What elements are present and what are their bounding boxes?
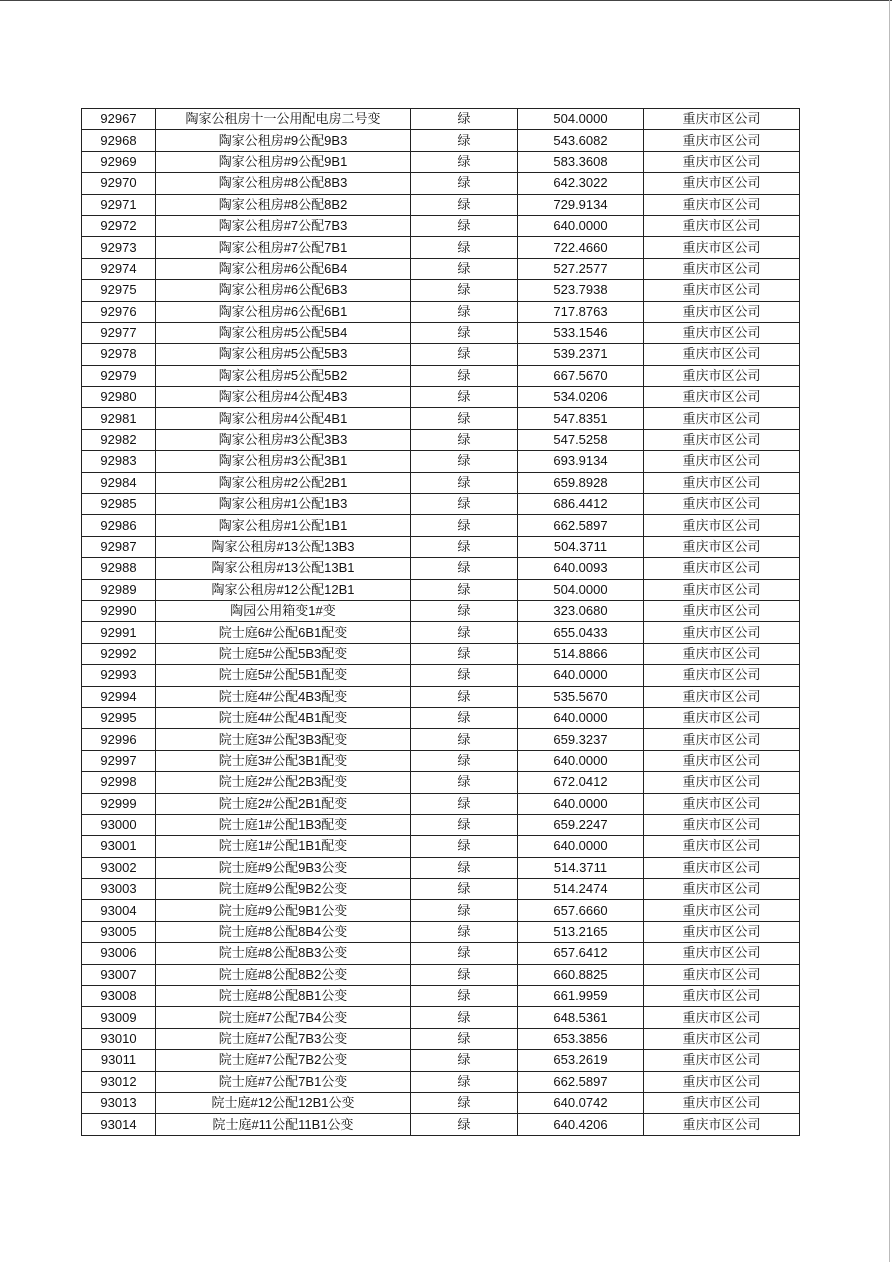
company-cell: 重庆市区公司 (644, 600, 800, 621)
row-id-cell: 92969 (82, 151, 156, 172)
table-row (82, 600, 800, 621)
status-cell: 绿 (411, 365, 518, 386)
station-name-cell: 陶家公租房#5公配5B2 (156, 365, 411, 386)
station-name-cell: 院士庭#9公配9B1公变 (156, 900, 411, 921)
value-cell: 662.5897 (518, 515, 644, 536)
station-name-cell: 院士庭#9公配9B2公变 (156, 879, 411, 900)
status-cell: 绿 (411, 729, 518, 750)
station-name-cell: 陶家公租房#6公配6B3 (156, 280, 411, 301)
value-cell: 547.8351 (518, 408, 644, 429)
row-id-cell: 93010 (82, 1028, 156, 1049)
table-row (82, 1050, 800, 1071)
value-cell: 535.5670 (518, 686, 644, 707)
value-cell: 514.3711 (518, 857, 644, 878)
status-cell: 绿 (411, 643, 518, 664)
page-right-border (889, 0, 890, 1262)
value-cell: 640.0000 (518, 665, 644, 686)
station-name-cell: 陶家公租房#6公配6B4 (156, 258, 411, 279)
company-cell: 重庆市区公司 (644, 258, 800, 279)
company-cell: 重庆市区公司 (644, 729, 800, 750)
status-cell: 绿 (411, 1092, 518, 1113)
value-cell: 729.9134 (518, 194, 644, 215)
value-cell: 693.9134 (518, 451, 644, 472)
row-id-cell: 92992 (82, 643, 156, 664)
status-cell: 绿 (411, 921, 518, 942)
company-cell: 重庆市区公司 (644, 451, 800, 472)
row-id-cell: 92999 (82, 793, 156, 814)
value-cell: 642.3022 (518, 173, 644, 194)
company-cell: 重庆市区公司 (644, 686, 800, 707)
company-cell: 重庆市区公司 (644, 301, 800, 322)
company-cell: 重庆市区公司 (644, 665, 800, 686)
table-row (82, 814, 800, 835)
status-cell: 绿 (411, 558, 518, 579)
table-row (82, 1114, 800, 1135)
row-id-cell: 93014 (82, 1114, 156, 1135)
row-id-cell: 92968 (82, 130, 156, 151)
company-cell: 重庆市区公司 (644, 622, 800, 643)
status-cell: 绿 (411, 387, 518, 408)
row-id-cell: 92975 (82, 280, 156, 301)
status-cell: 绿 (411, 900, 518, 921)
value-cell: 547.5258 (518, 429, 644, 450)
row-id-cell: 93003 (82, 879, 156, 900)
status-cell: 绿 (411, 814, 518, 835)
company-cell: 重庆市区公司 (644, 921, 800, 942)
value-cell: 533.1546 (518, 322, 644, 343)
table-row (82, 344, 800, 365)
row-id-cell: 92980 (82, 387, 156, 408)
value-cell: 672.0412 (518, 772, 644, 793)
table-row (82, 1071, 800, 1092)
station-name-cell: 陶家公租房#4公配4B1 (156, 408, 411, 429)
station-name-cell: 院士庭#8公配8B4公变 (156, 921, 411, 942)
station-name-cell: 院士庭1#公配1B1配变 (156, 836, 411, 857)
station-name-cell: 陶家公租房#3公配3B1 (156, 451, 411, 472)
station-name-cell: 院士庭#7公配7B1公变 (156, 1071, 411, 1092)
row-id-cell: 93009 (82, 1007, 156, 1028)
value-cell: 657.6412 (518, 943, 644, 964)
status-cell: 绿 (411, 943, 518, 964)
row-id-cell: 92982 (82, 429, 156, 450)
row-id-cell: 93000 (82, 814, 156, 835)
station-name-cell: 院士庭#7公配7B2公变 (156, 1050, 411, 1071)
table-row (82, 943, 800, 964)
station-name-cell: 陶家公租房#9公配9B1 (156, 151, 411, 172)
company-cell: 重庆市区公司 (644, 964, 800, 985)
table-row (82, 494, 800, 515)
company-cell: 重庆市区公司 (644, 429, 800, 450)
table-row (82, 772, 800, 793)
table-row (82, 472, 800, 493)
value-cell: 662.5897 (518, 1071, 644, 1092)
station-name-cell: 院士庭#12公配12B1公变 (156, 1092, 411, 1113)
row-id-cell: 92997 (82, 750, 156, 771)
station-name-cell: 陶家公租房十一公用配电房二号变 (156, 109, 411, 130)
status-cell: 绿 (411, 344, 518, 365)
station-name-cell: 院士庭4#公配4B1配变 (156, 707, 411, 728)
station-name-cell: 院士庭6#公配6B1配变 (156, 622, 411, 643)
table-row (82, 665, 800, 686)
status-cell: 绿 (411, 322, 518, 343)
table-row (82, 258, 800, 279)
value-cell: 640.0000 (518, 750, 644, 771)
company-cell: 重庆市区公司 (644, 151, 800, 172)
status-cell: 绿 (411, 130, 518, 151)
status-cell: 绿 (411, 280, 518, 301)
station-name-cell: 陶家公租房#13公配13B3 (156, 536, 411, 557)
station-name-cell: 院士庭#8公配8B2公变 (156, 964, 411, 985)
status-cell: 绿 (411, 1114, 518, 1135)
row-id-cell: 92988 (82, 558, 156, 579)
table-row (82, 836, 800, 857)
company-cell: 重庆市区公司 (644, 1114, 800, 1135)
station-name-cell: 陶家公租房#5公配5B3 (156, 344, 411, 365)
status-cell: 绿 (411, 515, 518, 536)
company-cell: 重庆市区公司 (644, 879, 800, 900)
table-row (82, 729, 800, 750)
company-cell: 重庆市区公司 (644, 365, 800, 386)
status-cell: 绿 (411, 836, 518, 857)
row-id-cell: 92991 (82, 622, 156, 643)
company-cell: 重庆市区公司 (644, 515, 800, 536)
status-cell: 绿 (411, 600, 518, 621)
value-cell: 534.0206 (518, 387, 644, 408)
status-cell: 绿 (411, 451, 518, 472)
company-cell: 重庆市区公司 (644, 814, 800, 835)
value-cell: 659.3237 (518, 729, 644, 750)
company-cell: 重庆市区公司 (644, 408, 800, 429)
table-row (82, 365, 800, 386)
row-id-cell: 92983 (82, 451, 156, 472)
row-id-cell: 92967 (82, 109, 156, 130)
station-name-cell: 院士庭#7公配7B3公变 (156, 1028, 411, 1049)
company-cell: 重庆市区公司 (644, 344, 800, 365)
station-name-cell: 院士庭#7公配7B4公变 (156, 1007, 411, 1028)
value-cell: 661.9959 (518, 986, 644, 1007)
company-cell: 重庆市区公司 (644, 943, 800, 964)
table-row (82, 387, 800, 408)
company-cell: 重庆市区公司 (644, 130, 800, 151)
value-cell: 667.5670 (518, 365, 644, 386)
status-cell: 绿 (411, 879, 518, 900)
value-cell: 660.8825 (518, 964, 644, 985)
status-cell: 绿 (411, 301, 518, 322)
station-name-cell: 陶园公用箱变1#变 (156, 600, 411, 621)
table-row (82, 515, 800, 536)
row-id-cell: 93002 (82, 857, 156, 878)
status-cell: 绿 (411, 258, 518, 279)
row-id-cell: 93008 (82, 986, 156, 1007)
table-row (82, 151, 800, 172)
table-row (82, 857, 800, 878)
row-id-cell: 92970 (82, 173, 156, 194)
company-cell: 重庆市区公司 (644, 1050, 800, 1071)
value-cell: 657.6660 (518, 900, 644, 921)
table-row (82, 130, 800, 151)
value-cell: 648.5361 (518, 1007, 644, 1028)
value-cell: 640.0093 (518, 558, 644, 579)
company-cell: 重庆市区公司 (644, 750, 800, 771)
row-id-cell: 92996 (82, 729, 156, 750)
value-cell: 640.0000 (518, 836, 644, 857)
status-cell: 绿 (411, 579, 518, 600)
row-id-cell: 93006 (82, 943, 156, 964)
data-table (81, 108, 800, 1136)
status-cell: 绿 (411, 429, 518, 450)
row-id-cell: 92972 (82, 215, 156, 236)
table-row (82, 986, 800, 1007)
value-cell: 686.4412 (518, 494, 644, 515)
status-cell: 绿 (411, 408, 518, 429)
table-row (82, 301, 800, 322)
table-row (82, 793, 800, 814)
row-id-cell: 92974 (82, 258, 156, 279)
row-id-cell: 92979 (82, 365, 156, 386)
value-cell: 504.0000 (518, 109, 644, 130)
value-cell: 640.0000 (518, 707, 644, 728)
table-row (82, 579, 800, 600)
value-cell: 527.2577 (518, 258, 644, 279)
station-name-cell: 陶家公租房#6公配6B1 (156, 301, 411, 322)
table-row (82, 879, 800, 900)
company-cell: 重庆市区公司 (644, 215, 800, 236)
table-body (82, 109, 800, 1136)
value-cell: 653.3856 (518, 1028, 644, 1049)
company-cell: 重庆市区公司 (644, 173, 800, 194)
table-row (82, 558, 800, 579)
station-name-cell: 院士庭#8公配8B1公变 (156, 986, 411, 1007)
row-id-cell: 92987 (82, 536, 156, 557)
page-top-border (0, 0, 892, 1)
station-name-cell: 院士庭5#公配5B1配变 (156, 665, 411, 686)
row-id-cell: 93011 (82, 1050, 156, 1071)
value-cell: 659.8928 (518, 472, 644, 493)
table-row (82, 1007, 800, 1028)
row-id-cell: 93004 (82, 900, 156, 921)
company-cell: 重庆市区公司 (644, 1028, 800, 1049)
station-name-cell: 院士庭#8公配8B3公变 (156, 943, 411, 964)
table-row (82, 1028, 800, 1049)
station-name-cell: 陶家公租房#13公配13B1 (156, 558, 411, 579)
value-cell: 323.0680 (518, 600, 644, 621)
company-cell: 重庆市区公司 (644, 793, 800, 814)
station-name-cell: 院士庭3#公配3B3配变 (156, 729, 411, 750)
value-cell: 640.0742 (518, 1092, 644, 1113)
table-row (82, 451, 800, 472)
company-cell: 重庆市区公司 (644, 772, 800, 793)
value-cell: 640.4206 (518, 1114, 644, 1135)
company-cell: 重庆市区公司 (644, 387, 800, 408)
company-cell: 重庆市区公司 (644, 836, 800, 857)
value-cell: 717.8763 (518, 301, 644, 322)
company-cell: 重庆市区公司 (644, 579, 800, 600)
company-cell: 重庆市区公司 (644, 900, 800, 921)
table-row (82, 194, 800, 215)
status-cell: 绿 (411, 857, 518, 878)
station-name-cell: 陶家公租房#7公配7B1 (156, 237, 411, 258)
company-cell: 重庆市区公司 (644, 472, 800, 493)
company-cell: 重庆市区公司 (644, 536, 800, 557)
row-id-cell: 92998 (82, 772, 156, 793)
table-row (82, 964, 800, 985)
status-cell: 绿 (411, 1028, 518, 1049)
status-cell: 绿 (411, 109, 518, 130)
value-cell: 583.3608 (518, 151, 644, 172)
station-name-cell: 陶家公租房#2公配2B1 (156, 472, 411, 493)
table-row (82, 643, 800, 664)
table-row (82, 622, 800, 643)
table-row (82, 429, 800, 450)
row-id-cell: 92993 (82, 665, 156, 686)
table-row (82, 215, 800, 236)
status-cell: 绿 (411, 151, 518, 172)
company-cell: 重庆市区公司 (644, 707, 800, 728)
status-cell: 绿 (411, 494, 518, 515)
row-id-cell: 93005 (82, 921, 156, 942)
company-cell: 重庆市区公司 (644, 1071, 800, 1092)
status-cell: 绿 (411, 964, 518, 985)
station-name-cell: 陶家公租房#9公配9B3 (156, 130, 411, 151)
table-row (82, 109, 800, 130)
table-row (82, 237, 800, 258)
row-id-cell: 92977 (82, 322, 156, 343)
station-name-cell: 陶家公租房#8公配8B3 (156, 173, 411, 194)
company-cell: 重庆市区公司 (644, 494, 800, 515)
value-cell: 539.2371 (518, 344, 644, 365)
value-cell: 513.2165 (518, 921, 644, 942)
row-id-cell: 92994 (82, 686, 156, 707)
value-cell: 514.8866 (518, 643, 644, 664)
station-name-cell: 陶家公租房#3公配3B3 (156, 429, 411, 450)
status-cell: 绿 (411, 194, 518, 215)
row-id-cell: 93012 (82, 1071, 156, 1092)
station-name-cell: 院士庭3#公配3B1配变 (156, 750, 411, 771)
row-id-cell: 93013 (82, 1092, 156, 1113)
table-row (82, 280, 800, 301)
status-cell: 绿 (411, 237, 518, 258)
station-name-cell: 陶家公租房#1公配1B3 (156, 494, 411, 515)
status-cell: 绿 (411, 1050, 518, 1071)
row-id-cell: 92971 (82, 194, 156, 215)
value-cell: 504.3711 (518, 536, 644, 557)
value-cell: 640.0000 (518, 793, 644, 814)
row-id-cell: 93007 (82, 964, 156, 985)
station-name-cell: 院士庭#11公配11B1公变 (156, 1114, 411, 1135)
table-row (82, 686, 800, 707)
table-row (82, 173, 800, 194)
value-cell: 722.4660 (518, 237, 644, 258)
value-cell: 523.7938 (518, 280, 644, 301)
row-id-cell: 92981 (82, 408, 156, 429)
row-id-cell: 92976 (82, 301, 156, 322)
station-name-cell: 陶家公租房#1公配1B1 (156, 515, 411, 536)
status-cell: 绿 (411, 472, 518, 493)
table-row (82, 921, 800, 942)
station-name-cell: 陶家公租房#12公配12B1 (156, 579, 411, 600)
row-id-cell: 92989 (82, 579, 156, 600)
row-id-cell: 92978 (82, 344, 156, 365)
row-id-cell: 92990 (82, 600, 156, 621)
company-cell: 重庆市区公司 (644, 558, 800, 579)
table-row (82, 408, 800, 429)
status-cell: 绿 (411, 686, 518, 707)
station-name-cell: 院士庭2#公配2B3配变 (156, 772, 411, 793)
row-id-cell: 93001 (82, 836, 156, 857)
company-cell: 重庆市区公司 (644, 986, 800, 1007)
station-name-cell: 陶家公租房#7公配7B3 (156, 215, 411, 236)
value-cell: 659.2247 (518, 814, 644, 835)
status-cell: 绿 (411, 772, 518, 793)
status-cell: 绿 (411, 1007, 518, 1028)
status-cell: 绿 (411, 173, 518, 194)
status-cell: 绿 (411, 536, 518, 557)
status-cell: 绿 (411, 665, 518, 686)
status-cell: 绿 (411, 793, 518, 814)
company-cell: 重庆市区公司 (644, 194, 800, 215)
table-row (82, 707, 800, 728)
value-cell: 543.6082 (518, 130, 644, 151)
company-cell: 重庆市区公司 (644, 109, 800, 130)
company-cell: 重庆市区公司 (644, 1007, 800, 1028)
station-name-cell: 陶家公租房#5公配5B4 (156, 322, 411, 343)
station-name-cell: 陶家公租房#8公配8B2 (156, 194, 411, 215)
value-cell: 653.2619 (518, 1050, 644, 1071)
row-id-cell: 92995 (82, 707, 156, 728)
company-cell: 重庆市区公司 (644, 1092, 800, 1113)
table-row (82, 536, 800, 557)
row-id-cell: 92986 (82, 515, 156, 536)
row-id-cell: 92985 (82, 494, 156, 515)
value-cell: 504.0000 (518, 579, 644, 600)
table-row (82, 322, 800, 343)
status-cell: 绿 (411, 986, 518, 1007)
station-name-cell: 院士庭2#公配2B1配变 (156, 793, 411, 814)
table-row (82, 750, 800, 771)
status-cell: 绿 (411, 750, 518, 771)
company-cell: 重庆市区公司 (644, 237, 800, 258)
status-cell: 绿 (411, 1071, 518, 1092)
company-cell: 重庆市区公司 (644, 322, 800, 343)
table-row (82, 1092, 800, 1113)
value-cell: 655.0433 (518, 622, 644, 643)
company-cell: 重庆市区公司 (644, 643, 800, 664)
station-name-cell: 院士庭5#公配5B3配变 (156, 643, 411, 664)
station-name-cell: 院士庭1#公配1B3配变 (156, 814, 411, 835)
station-name-cell: 陶家公租房#4公配4B3 (156, 387, 411, 408)
row-id-cell: 92973 (82, 237, 156, 258)
company-cell: 重庆市区公司 (644, 857, 800, 878)
row-id-cell: 92984 (82, 472, 156, 493)
status-cell: 绿 (411, 707, 518, 728)
table-row (82, 900, 800, 921)
company-cell: 重庆市区公司 (644, 280, 800, 301)
station-name-cell: 院士庭#9公配9B3公变 (156, 857, 411, 878)
status-cell: 绿 (411, 622, 518, 643)
status-cell: 绿 (411, 215, 518, 236)
value-cell: 640.0000 (518, 215, 644, 236)
value-cell: 514.2474 (518, 879, 644, 900)
station-name-cell: 院士庭4#公配4B3配变 (156, 686, 411, 707)
